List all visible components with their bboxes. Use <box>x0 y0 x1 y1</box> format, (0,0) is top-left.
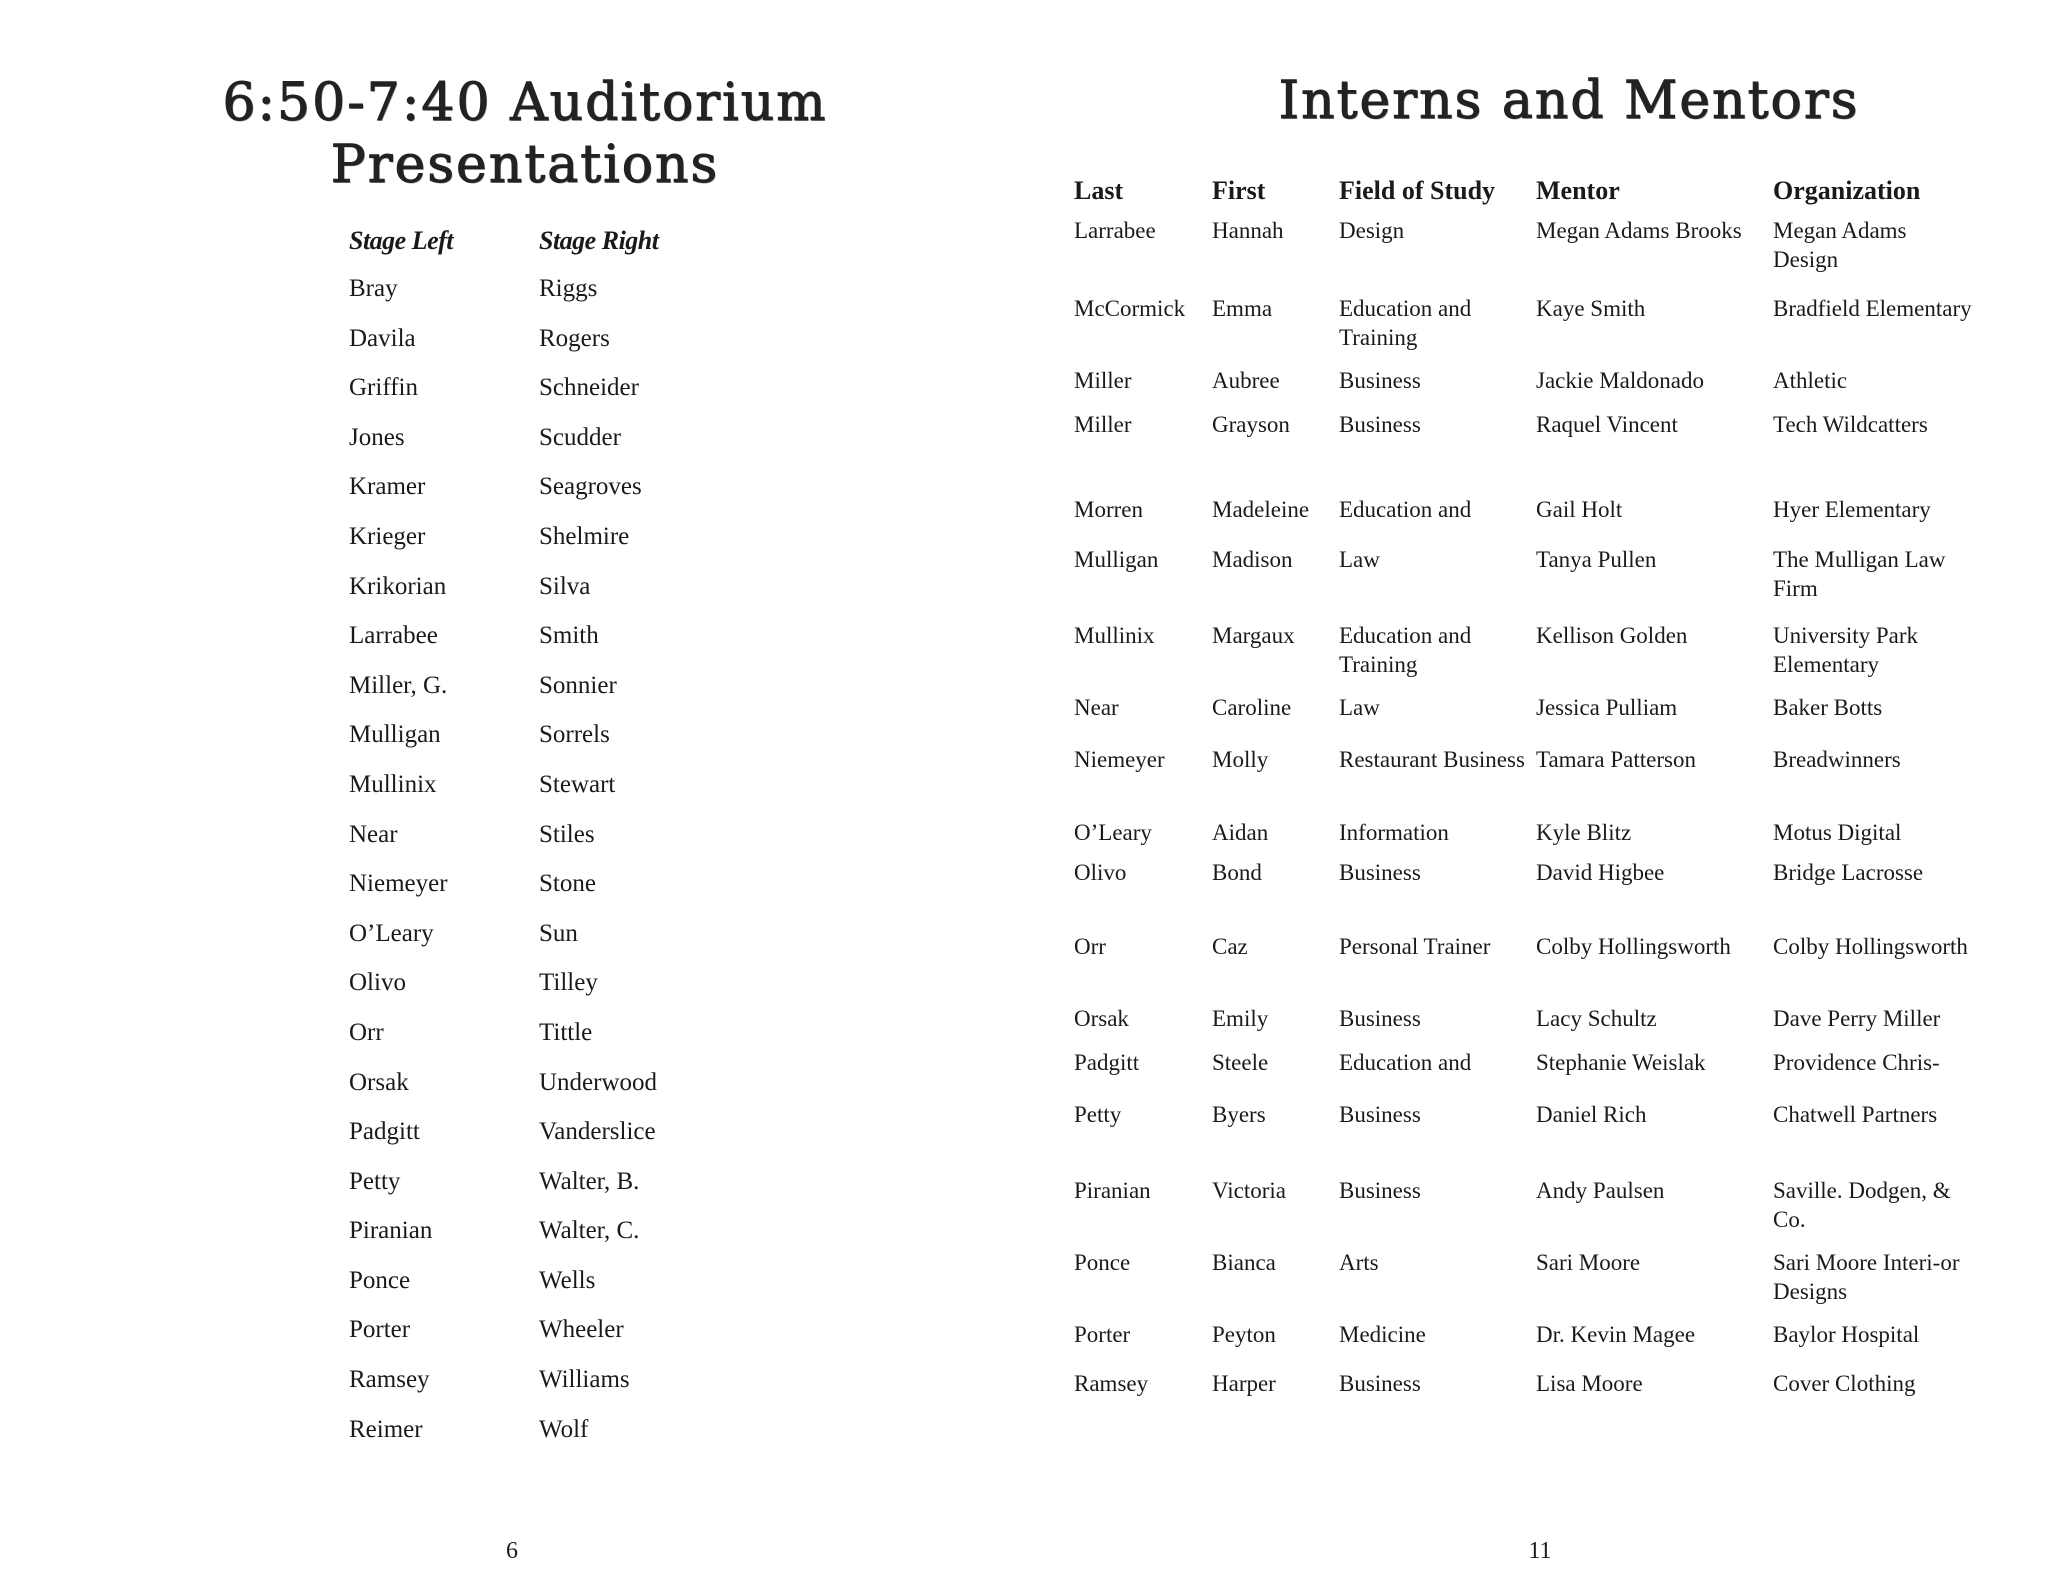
cell-first: Bond <box>1212 860 1262 885</box>
cell-last: Morren <box>1074 497 1143 522</box>
cell-mentor: Stephanie Weislak <box>1536 1050 1706 1075</box>
cell-organization: Providence Chris- <box>1773 1050 1940 1075</box>
cell-field: Law <box>1339 547 1380 572</box>
cell-first: Caroline <box>1212 695 1292 720</box>
table-row <box>1074 294 1973 366</box>
cell-field: Education and <box>1339 497 1472 522</box>
cell-field: Education and <box>1339 1050 1472 1075</box>
table-row <box>1074 621 1973 693</box>
cell-organization: Bradfield Elementary <box>1773 296 1972 321</box>
page-number: 6 <box>506 1538 518 1564</box>
cell-mentor: Sari Moore <box>1536 1250 1641 1275</box>
cell-mentor: Daniel Rich <box>1536 1102 1647 1127</box>
cell-first: Caz <box>1212 934 1248 959</box>
stage-row <box>349 1068 658 1118</box>
stage-row <box>349 1216 658 1266</box>
title-line-1: 6:50-7:40 Auditorium <box>222 73 828 133</box>
stage-right-name: Smith <box>539 622 599 650</box>
table-row <box>1074 216 1973 294</box>
cell-field: Information <box>1339 820 1449 845</box>
stage-right-name: Wolf <box>539 1415 589 1443</box>
cell-first: Bianca <box>1212 1250 1276 1275</box>
cell-first: Victoria <box>1212 1178 1286 1203</box>
cell-field: Business <box>1339 1006 1421 1031</box>
stage-right-name: Stone <box>539 870 596 898</box>
table-row <box>1074 1176 1973 1248</box>
cell-mentor: David Higbee <box>1536 860 1665 885</box>
cell-mentor: Andy Paulsen <box>1536 1178 1665 1203</box>
cell-organization: Dave Perry Miller <box>1773 1006 1941 1031</box>
stage-row <box>349 820 658 870</box>
cell-last: Olivo <box>1074 860 1127 885</box>
cell-organization: Chatwell Partners <box>1773 1102 1938 1127</box>
cell-field: Education and Training <box>1339 623 1472 677</box>
stage-left-name: Piranian <box>349 1217 433 1245</box>
cell-first: Madeleine <box>1212 497 1310 522</box>
stage-row <box>349 522 658 572</box>
stage-right-name: Wheeler <box>539 1316 624 1344</box>
stage-left-name: Bray <box>349 275 398 302</box>
cell-mentor: Jessica Pulliam <box>1536 695 1678 720</box>
table-row <box>1074 818 1973 858</box>
cell-first: Emma <box>1212 296 1273 321</box>
cell-field: Business <box>1339 860 1421 885</box>
cell-last: O’Leary <box>1074 820 1152 845</box>
cell-last: Ramsey <box>1074 1371 1149 1396</box>
cell-field: Business <box>1339 1102 1421 1127</box>
cell-field: Education and Training <box>1339 296 1472 350</box>
stage-row <box>349 869 658 919</box>
cell-organization: Breadwinners <box>1773 747 1901 772</box>
table-row <box>1074 745 1973 818</box>
cell-last: Orr <box>1074 934 1106 959</box>
cell-mentor: Lisa Moore <box>1536 1371 1643 1396</box>
page-title <box>200 72 850 196</box>
cell-field: Personal Trainer <box>1339 934 1491 959</box>
stage-row <box>349 423 658 473</box>
cell-mentor: Lacy Schultz <box>1536 1006 1657 1031</box>
table-row <box>1074 932 1973 1004</box>
stage-row <box>349 621 658 671</box>
cell-last: Padgitt <box>1074 1050 1140 1075</box>
stage-right-name: Wells <box>539 1266 596 1294</box>
table-row <box>1074 545 1973 621</box>
stage-left-name: Jones <box>349 423 405 451</box>
right-page <box>1024 0 2048 1582</box>
title-line-2: Presentations <box>330 135 720 195</box>
cell-last: Miller <box>1074 368 1132 393</box>
stage-row <box>349 1415 658 1465</box>
stage-left-name: Miller, G. <box>349 671 448 699</box>
table-row <box>1074 1248 1973 1320</box>
cell-organization: Baker Botts <box>1773 695 1883 720</box>
stage-list <box>349 274 658 1464</box>
stage-row <box>349 1266 658 1316</box>
cell-first: Molly <box>1212 747 1269 772</box>
stage-right-name: Sonnier <box>539 671 617 699</box>
stage-right-name: Underwood <box>539 1068 658 1096</box>
stage-right-header: Stage Right <box>539 226 659 255</box>
stage-row <box>349 472 658 522</box>
header-first: First <box>1212 176 1266 205</box>
stage-row <box>349 1018 658 1068</box>
stage-left-name: Near <box>349 820 398 848</box>
stage-row <box>349 1315 658 1365</box>
stage-left-name: Mulligan <box>349 721 441 749</box>
stage-left-name: Griffin <box>349 374 418 402</box>
stage-left-name: Mullinix <box>349 770 437 798</box>
cell-field: Medicine <box>1339 1322 1426 1347</box>
cell-last: Orsak <box>1074 1006 1129 1031</box>
cell-field: Design <box>1339 218 1405 243</box>
cell-mentor: Tamara Patterson <box>1536 747 1696 772</box>
stage-row <box>349 572 658 622</box>
table-row <box>1074 1048 1973 1100</box>
cell-first: Emily <box>1212 1006 1269 1031</box>
stage-left-name: Krieger <box>349 522 426 550</box>
cell-mentor: Dr. Kevin Magee <box>1536 1322 1696 1347</box>
cell-last: Ponce <box>1074 1250 1131 1275</box>
interns-list <box>1074 216 1973 1409</box>
cell-mentor: Jackie Maldonado <box>1536 368 1704 393</box>
cell-last: Near <box>1074 695 1119 720</box>
cell-last: McCormick <box>1074 296 1186 321</box>
stage-right-name: Walter, B. <box>539 1167 640 1195</box>
stage-right-name: Seagroves <box>539 473 642 501</box>
cell-first: Byers <box>1212 1102 1266 1127</box>
stage-row <box>349 1117 658 1167</box>
stage-left-header: Stage Left <box>349 226 454 255</box>
cell-organization: Baylor Hospital <box>1773 1322 1920 1347</box>
cell-organization: Saville. Dodgen, & Co. <box>1773 1178 1951 1232</box>
stage-left-name: Kramer <box>349 473 426 501</box>
cell-last: Mulligan <box>1074 547 1159 572</box>
stage-left-name: Padgitt <box>349 1118 420 1146</box>
table-row <box>1074 495 1973 545</box>
cell-mentor: Kaye Smith <box>1536 296 1646 321</box>
stage-right-name: Tittle <box>539 1018 593 1046</box>
cell-last: Larrabee <box>1074 218 1156 243</box>
header-field: Field of Study <box>1339 176 1496 205</box>
stage-table <box>349 226 658 1464</box>
cell-first: Peyton <box>1212 1322 1276 1347</box>
cell-organization: Cover Clothing <box>1773 1371 1916 1396</box>
stage-right-name: Shelmire <box>539 522 630 550</box>
header-organization: Organization <box>1773 176 1921 205</box>
stage-row <box>349 1167 658 1217</box>
stage-row <box>349 274 658 324</box>
stage-right-name: Tilley <box>539 969 598 997</box>
stage-left-name: Petty <box>349 1167 401 1195</box>
cell-organization: University Park Elementary <box>1773 623 1919 677</box>
cell-mentor: Kyle Blitz <box>1536 820 1632 845</box>
cell-first: Grayson <box>1212 412 1290 437</box>
cell-mentor: Megan Adams Brooks <box>1536 218 1742 243</box>
cell-last: Petty <box>1074 1102 1122 1127</box>
cell-last: Mullinix <box>1074 623 1155 648</box>
stage-left-name: Niemeyer <box>349 870 448 898</box>
interns-header-row <box>1074 176 1973 216</box>
cell-field: Business <box>1339 1178 1421 1203</box>
cell-mentor: Kellison Golden <box>1536 623 1688 648</box>
stage-left-name: Reimer <box>349 1415 423 1443</box>
cell-first: Hannah <box>1212 218 1284 243</box>
page-number: 11 <box>1528 1538 1552 1564</box>
cell-organization: The Mulligan Law Firm <box>1773 547 1946 601</box>
stage-left-name: Olivo <box>349 969 406 997</box>
stage-row <box>349 720 658 770</box>
stage-right-name: Scudder <box>539 423 621 451</box>
stage-left-name: Orsak <box>349 1068 409 1096</box>
stage-right-name: Williams <box>539 1366 630 1394</box>
stage-left-name: Ponce <box>349 1266 411 1294</box>
table-row <box>1074 366 1973 410</box>
cell-field: Business <box>1339 412 1421 437</box>
cell-mentor: Tanya Pullen <box>1536 547 1657 572</box>
stage-row <box>349 671 658 721</box>
stage-left-name: Orr <box>349 1018 384 1046</box>
cell-field: Business <box>1339 1371 1421 1396</box>
cell-organization: Sari Moore Interi-or Designs <box>1773 1250 1960 1304</box>
header-last: Last <box>1074 176 1124 205</box>
cell-first: Aidan <box>1212 820 1269 845</box>
cell-first: Harper <box>1212 1371 1276 1396</box>
cell-organization: Megan Adams Design <box>1773 218 1907 272</box>
table-row <box>1074 1100 1973 1176</box>
stage-row <box>349 324 658 374</box>
table-row <box>1074 858 1973 932</box>
cell-last: Porter <box>1074 1322 1131 1347</box>
cell-mentor: Gail Holt <box>1536 497 1623 522</box>
stage-left-name: Krikorian <box>349 572 447 600</box>
table-row <box>1074 693 1973 745</box>
cell-organization: Athletic <box>1773 368 1848 393</box>
stage-left-name: O’Leary <box>349 919 434 947</box>
cell-field: Restaurant Business <box>1339 747 1525 772</box>
stage-left-name: Ramsey <box>349 1366 430 1394</box>
stage-right-name: Sun <box>539 919 578 947</box>
stage-row <box>349 919 658 969</box>
table-row <box>1074 1369 1973 1409</box>
cell-mentor: Raquel Vincent <box>1536 412 1678 437</box>
stage-row <box>349 373 658 423</box>
stage-right-name: Walter, C. <box>539 1217 640 1245</box>
stage-right-name: Vanderslice <box>539 1118 656 1146</box>
stage-left-name: Davila <box>349 324 416 352</box>
stage-right-name: Silva <box>539 572 591 600</box>
stage-right-name: Stiles <box>539 820 595 848</box>
cell-organization: Hyer Elementary <box>1773 497 1931 522</box>
page-title: Interns and Mentors <box>1278 71 1860 131</box>
cell-field: Business <box>1339 368 1421 393</box>
stage-right-name: Sorrels <box>539 721 610 749</box>
stage-row <box>349 1365 658 1415</box>
stage-row <box>349 968 658 1018</box>
stage-left-name: Larrabee <box>349 622 438 650</box>
stage-header-row <box>349 226 658 274</box>
cell-first: Steele <box>1212 1050 1269 1075</box>
cell-field: Law <box>1339 695 1380 720</box>
cell-organization: Motus Digital <box>1773 820 1902 845</box>
cell-first: Margaux <box>1212 623 1295 648</box>
stage-row <box>349 770 658 820</box>
cell-first: Madison <box>1212 547 1293 572</box>
interns-table <box>1074 176 1973 1409</box>
cell-mentor: Colby Hollingsworth <box>1536 934 1731 959</box>
header-mentor: Mentor <box>1536 176 1620 205</box>
cell-organization: Colby Hollingsworth <box>1773 934 1968 959</box>
cell-organization: Bridge Lacrosse <box>1773 860 1924 885</box>
cell-first: Aubree <box>1212 368 1280 393</box>
table-row <box>1074 410 1973 495</box>
table-row <box>1074 1004 1973 1048</box>
cell-last: Niemeyer <box>1074 747 1165 772</box>
stage-right-name: Stewart <box>539 770 616 798</box>
cell-field: Arts <box>1339 1250 1379 1275</box>
cell-organization: Tech Wildcatters <box>1773 412 1928 437</box>
cell-last: Miller <box>1074 412 1132 437</box>
stage-right-name: Rogers <box>539 324 610 352</box>
cell-last: Piranian <box>1074 1178 1151 1203</box>
stage-right-name: Schneider <box>539 374 639 402</box>
table-row <box>1074 1320 1973 1369</box>
stage-right-name: Riggs <box>539 275 598 302</box>
stage-left-name: Porter <box>349 1316 411 1344</box>
